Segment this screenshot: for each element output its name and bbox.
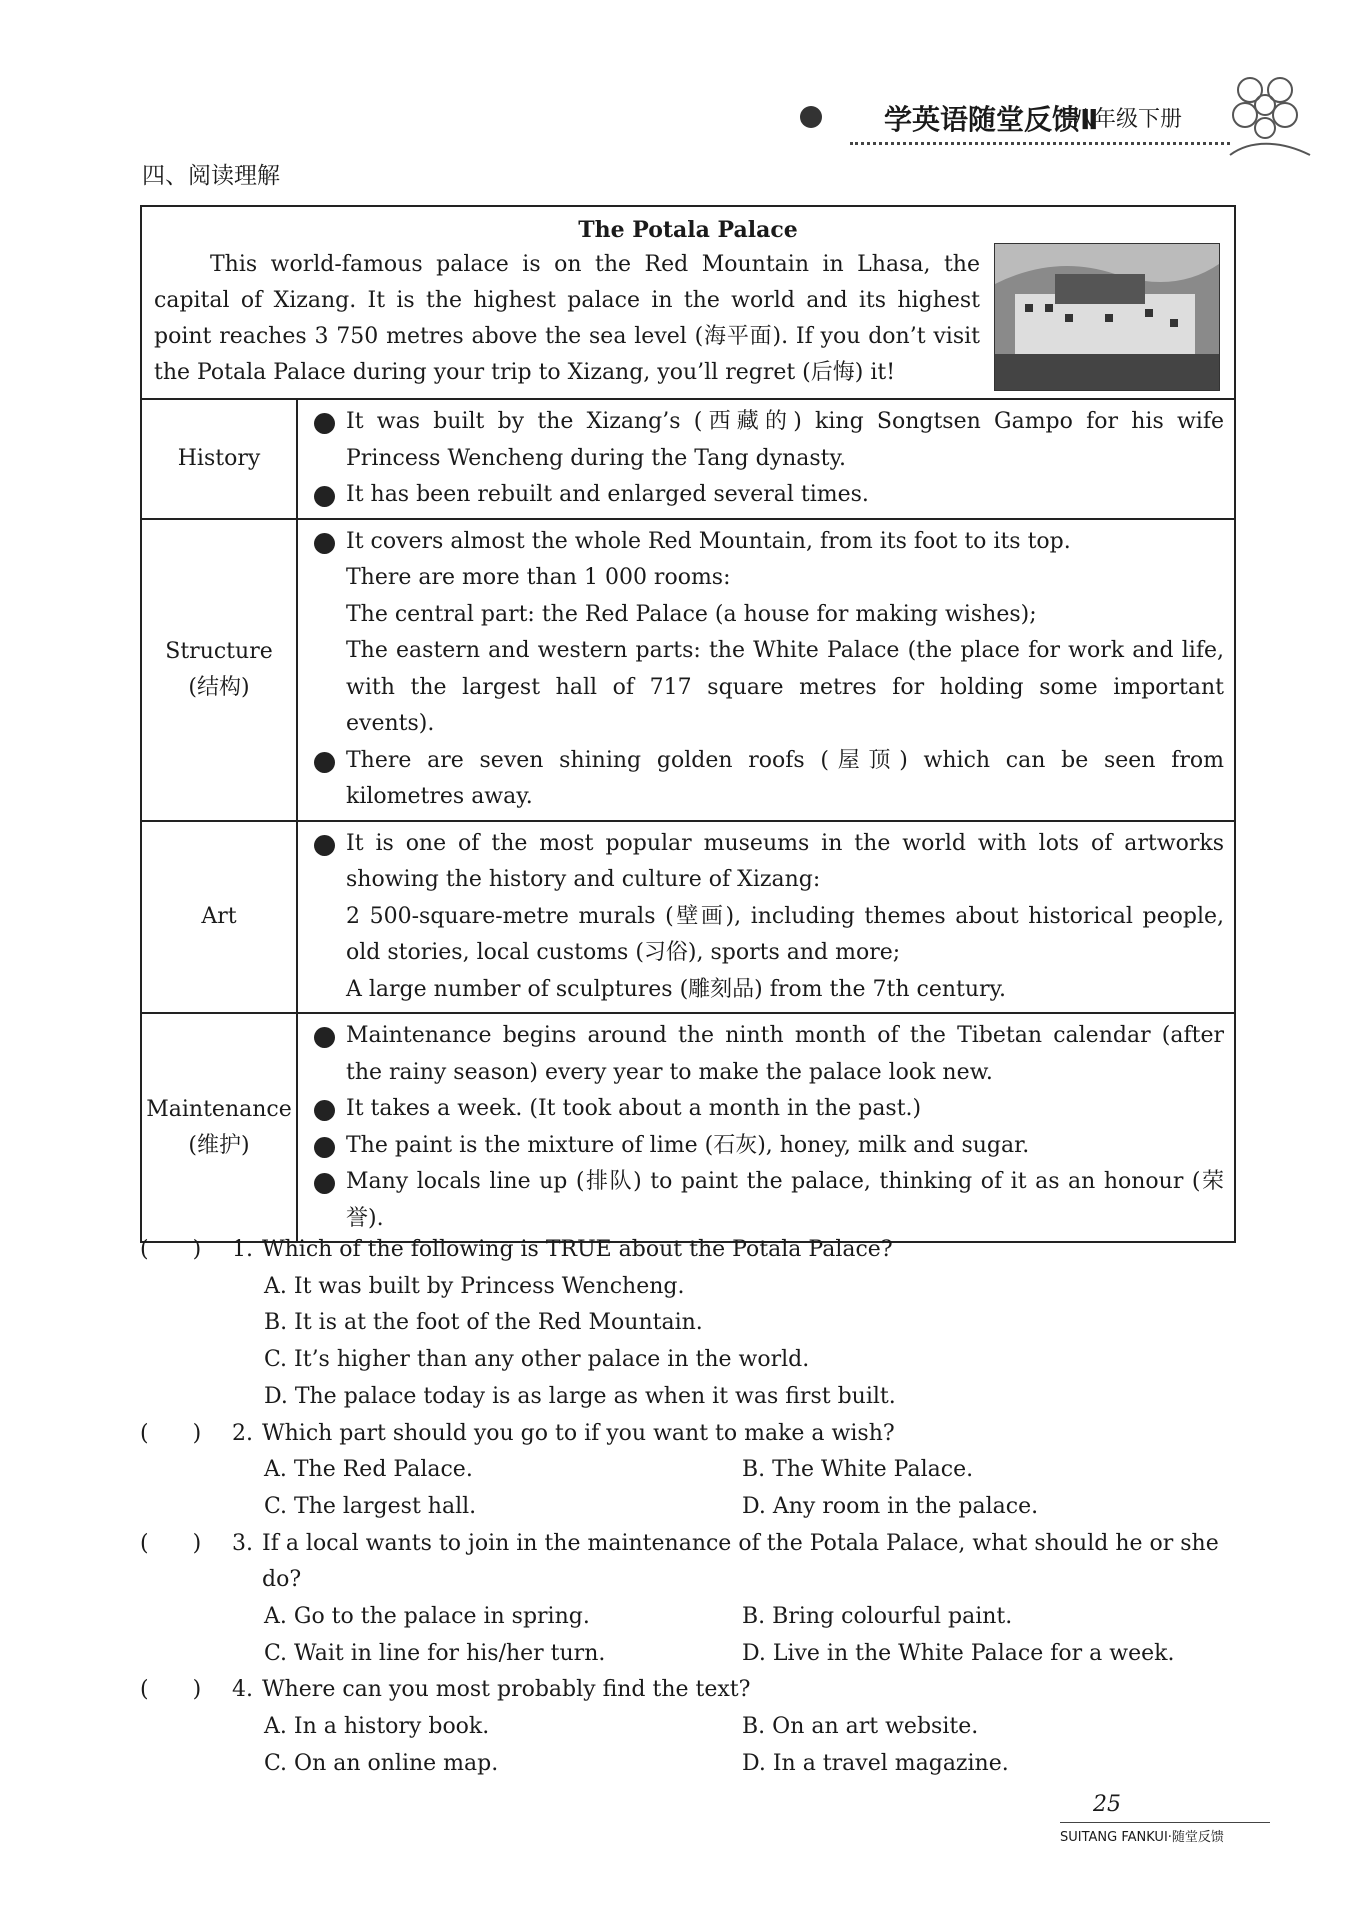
question-stem: Where can you most probably find the text? [262,1677,751,1703]
option: B. Bring colourful paint. [742,1604,1013,1630]
item-text: It was built by the Xizang’s (西藏的) king Songtsen Gampo for his wife Princess Wencheng during the Tang dynasty. [346,409,1224,471]
bullet-icon [314,413,335,434]
section-heading: 四、阅读理解 [142,163,280,189]
list-item [314,1018,1224,1091]
option-row [140,1599,1240,1636]
option: C. It’s higher than any other palace in the world. [264,1347,810,1373]
bullet-icon [314,486,335,507]
option: A. In a history book. [264,1714,490,1740]
row-content [298,822,1234,1013]
list-item [314,633,1224,743]
option: B. The White Palace. [742,1457,974,1483]
row-label: Art [142,822,298,1013]
option-row [140,1452,1240,1489]
option-row [140,1636,1240,1673]
option: C. On an online map. [264,1750,499,1776]
list-item [314,560,1224,597]
list-item [314,1164,1224,1237]
list-item [314,1128,1224,1165]
question [140,1672,1240,1709]
item-text: The eastern and western parts: the White Palace (the place for work and life, with the largest hall of 717 square metres for holding some important events). [346,638,1224,736]
item-text: Maintenance begins around the ninth month of the Tibetan calendar (after the rainy season) every year to make the palace look new. [346,1023,1224,1085]
option-row [140,1489,1240,1526]
question-stem: If a local wants to join in the maintenance of the Potala Palace, what should he or she do? [262,1530,1219,1593]
option: D. Any room in the palace. [742,1493,1039,1519]
list-item [314,743,1224,816]
item-text: It takes a week. (It took about a month in the past.) [346,1096,922,1121]
question-number: 3. [232,1530,253,1556]
item-text: 2 500-square-metre murals (壁画), including themes about historical people, old stories, local customs (习俗), sports and more; [346,903,1224,965]
answer-blank[interactable]: ( ) [140,1420,202,1446]
bullet-icon [314,835,335,856]
header-bullet-icon [800,106,822,128]
option: C. The largest hall. [264,1493,477,1519]
list-item [314,972,1224,1009]
row-label: Structure (结构) [142,520,298,820]
option: B. On an art website. [742,1714,979,1740]
page-number: 25 [1093,1792,1121,1817]
option: B. It is at the foot of the Red Mountain. [264,1310,703,1336]
grade-label: 八年级下册 [1072,107,1183,132]
question-stem: Which part should you go to if you want to make a wish? [262,1420,895,1446]
list-item [314,524,1224,561]
table-row [142,822,1234,1015]
question-number: 4. [232,1677,253,1703]
list-item [314,404,1224,477]
passage-intro [142,207,1234,400]
item-text: There are seven shining golden roofs (屋顶) which can be seen from kilometres away. [346,747,1224,809]
bullet-icon [314,1027,335,1048]
item-text: There are more than 1 000 rooms: [346,565,731,590]
question-number: 1. [232,1237,253,1262]
row-label: History [142,400,298,518]
item-text: Many locals line up (排队) to paint the palace, thinking of it as an honour (荣誉). [346,1169,1224,1231]
row-content [298,400,1234,518]
item-text: The central part: the Red Palace (a house for making wishes); [346,601,1037,627]
option: D. Live in the White Palace for a week. [742,1640,1175,1666]
option: A. It was built by Princess Wencheng. [264,1273,685,1299]
item-text: It is one of the most popular museums in the world with lots of artworks showing the history and culture of Xizang: [346,830,1224,892]
answer-blank[interactable]: ( ) [140,1677,202,1703]
option-row [140,1746,1240,1783]
list-item [314,826,1224,899]
book-title: 学英语随堂反馈Ⅱ [884,103,1099,136]
question [140,1526,1240,1599]
row-content [298,1014,1234,1241]
answer-blank[interactable]: ( ) [140,1237,202,1262]
footer-divider [1060,1822,1270,1823]
option-row [140,1709,1240,1746]
table-row [142,1014,1234,1241]
list-item [314,477,1224,514]
footer-brand: SUITANG FANKUI·随堂反馈 [1060,1830,1224,1845]
passage-title: The Potala Palace [578,217,798,243]
table-row [142,400,1234,520]
question [140,1416,1240,1453]
question-list [140,1232,1240,1783]
option: C. Wait in line for his/her turn. [264,1640,606,1666]
list-item [314,899,1224,972]
option: A. The Red Palace. [264,1457,473,1483]
table-row [142,520,1234,822]
item-text: It has been rebuilt and enlarged several times. [346,482,869,507]
row-label: Maintenance (维护) [142,1014,298,1241]
bullet-icon [314,533,335,554]
list-item [314,597,1224,634]
reading-table [140,205,1236,1243]
bullet-icon [314,1173,335,1194]
option: D. The palace today is as large as when it was first built. [264,1383,896,1409]
palace-photo [994,243,1220,391]
answer-blank[interactable]: ( ) [140,1530,202,1556]
row-content [298,520,1234,820]
option: A. Go to the palace in spring. [264,1604,590,1630]
item-text: A large number of sculptures (雕刻品) from the 7th century. [346,976,1007,1002]
bullet-icon [314,752,335,773]
option: D. In a travel magazine. [742,1750,1009,1776]
item-text: The paint is the mixture of lime (石灰), honey, milk and sugar. [346,1132,1030,1158]
item-text: It covers almost the whole Red Mountain, from its foot to its top. [346,528,1071,554]
intro-text: This world-famous palace is on the Red Mountain in Lhasa, the capital of Xizang. It is the highest palace in the world and its highest point reaches 3 750 metres above the sea level (海平面). If you don’t visit the Potala Palace during your trip to Xizang, you’ll regret (后悔) it! [154,252,980,385]
flower-decoration-icon [1210,60,1320,170]
bullet-icon [314,1137,335,1158]
header-divider [850,142,1230,145]
question [140,1232,1240,1269]
bullet-icon [314,1100,335,1121]
list-item [314,1091,1224,1128]
question-number: 2. [232,1420,253,1446]
question-stem: Which of the following is TRUE about the Potala Palace? [262,1237,893,1262]
